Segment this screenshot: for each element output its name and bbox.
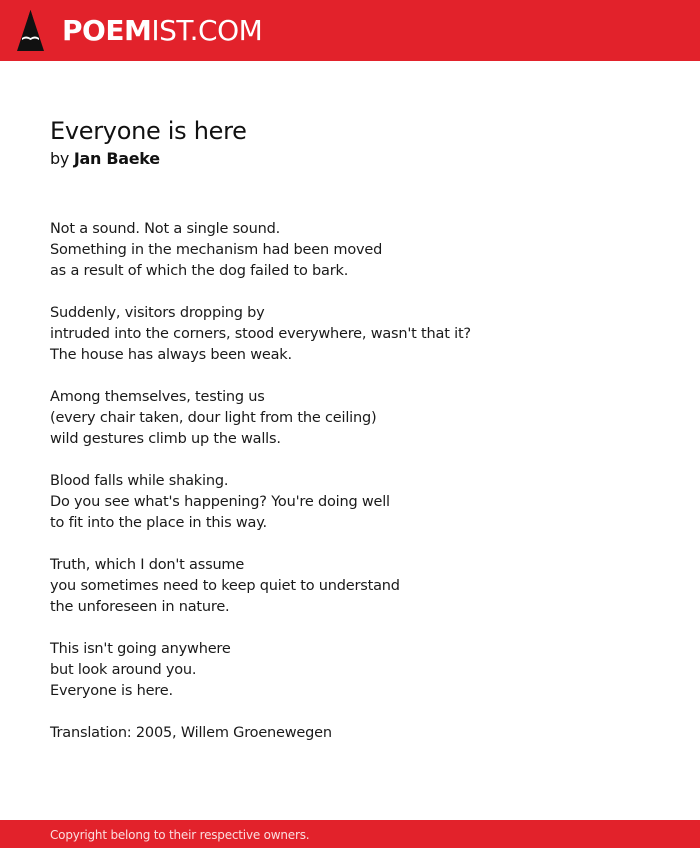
- poem-line: Everyone is here.: [50, 683, 173, 699]
- poem-line: to fit into the place in this way.: [50, 515, 267, 531]
- author-name[interactable]: Jan Baeke: [73, 149, 160, 168]
- site-logo[interactable]: [62, 14, 262, 48]
- stanza: [50, 639, 650, 702]
- poem-line: but look around you.: [50, 662, 197, 678]
- poem-line: as a result of which the dog failed to bark.: [50, 263, 349, 279]
- poem-body: [50, 219, 650, 744]
- translation-credit: Translation: 2005, Willem Groenewegen: [50, 725, 332, 741]
- site-header: [0, 0, 700, 61]
- poem-line: Truth, which I don't assume: [50, 557, 245, 573]
- poem-line: Do you see what's happening? You're doing well: [50, 494, 390, 510]
- poem-line: Suddenly, visitors dropping by: [50, 305, 265, 321]
- poem-line: wild gestures climb up the walls.: [50, 431, 281, 447]
- poem-line: Blood falls while shaking.: [50, 473, 229, 489]
- poem-line: (every chair taken, dour light from the ceiling): [50, 410, 377, 426]
- copyright-text: Copyright belong to their respective owners.: [50, 828, 310, 842]
- stanza: [50, 471, 650, 534]
- logo-bold-text: POEM: [62, 14, 152, 47]
- by-label: by: [50, 149, 70, 168]
- poem-line: the unforeseen in nature.: [50, 599, 230, 615]
- poem-byline: [50, 148, 160, 170]
- poem-line: Among themselves, testing us: [50, 389, 265, 405]
- poem-line: Not a sound. Not a single sound.: [50, 221, 280, 237]
- logo-light-text: IST.COM: [151, 14, 263, 47]
- poem-line: you sometimes need to keep quiet to understand: [50, 578, 400, 594]
- stanza: [50, 555, 650, 618]
- poem-title: Everyone is here: [50, 117, 247, 145]
- site-footer: [0, 820, 700, 848]
- stanza: [50, 303, 650, 366]
- stanza: [50, 387, 650, 450]
- poem-line: intruded into the corners, stood everywhere, wasn't that it?: [50, 326, 471, 342]
- poem-line: The house has always been weak.: [50, 347, 292, 363]
- pencil-tip-icon[interactable]: [17, 10, 44, 51]
- poem-line: Something in the mechanism had been moved: [50, 242, 383, 258]
- stanza: [50, 219, 650, 282]
- poem-line: This isn't going anywhere: [50, 641, 231, 657]
